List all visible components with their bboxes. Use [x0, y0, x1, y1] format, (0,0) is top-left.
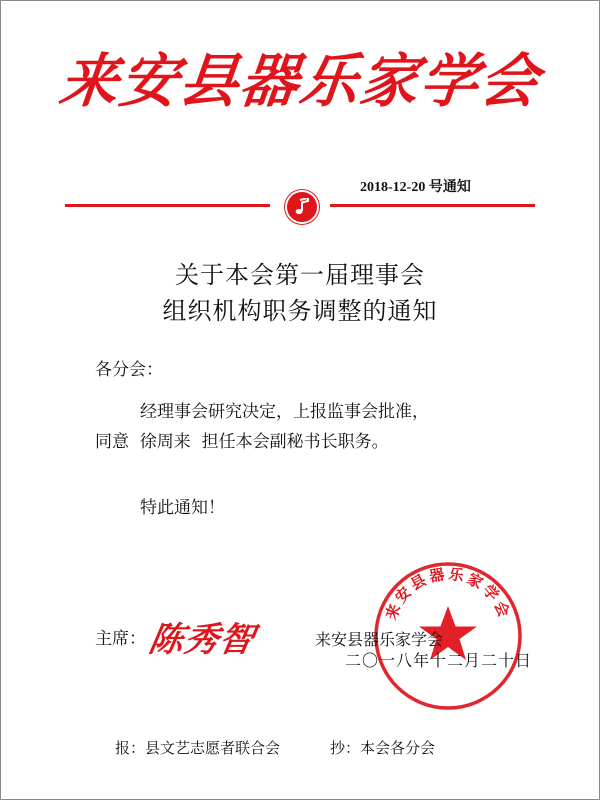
header-divider-left — [65, 204, 270, 207]
chair-label: 主席： — [95, 629, 146, 649]
org-title: 来安县器乐家学会 — [56, 47, 544, 115]
signing-organization: 来安县器乐家学会 — [315, 630, 444, 649]
closing-remark: 特此通知！ — [140, 498, 225, 518]
seal-text: 来安县器乐家学会 — [381, 564, 515, 623]
body-paragraph-line-1: 经理事会研究决定，上报监事会批准， — [140, 402, 429, 422]
header-divider-right — [330, 204, 535, 207]
music-badge — [285, 190, 319, 224]
report-to-line: 报：县文艺志愿者联合会 — [115, 739, 281, 757]
music-note-icon — [294, 198, 310, 216]
chair-signature: 陈秀智 — [145, 620, 258, 660]
signing-date: 二〇一八年十二月二十日 — [345, 651, 533, 670]
salutation: 各分会： — [95, 360, 163, 380]
body-paragraph-line-2: 同意 徐周来 担任本会副秘书长职务。 — [95, 432, 389, 452]
document-number: 2018-12-20 号通知 — [360, 180, 471, 195]
notice-title-line-1: 关于本会第一届理事会 — [175, 261, 425, 289]
notice-title-line-2: 组织机构职务调整的通知 — [162, 297, 438, 325]
cc-to-line: 抄：本会各分会 — [330, 739, 436, 757]
